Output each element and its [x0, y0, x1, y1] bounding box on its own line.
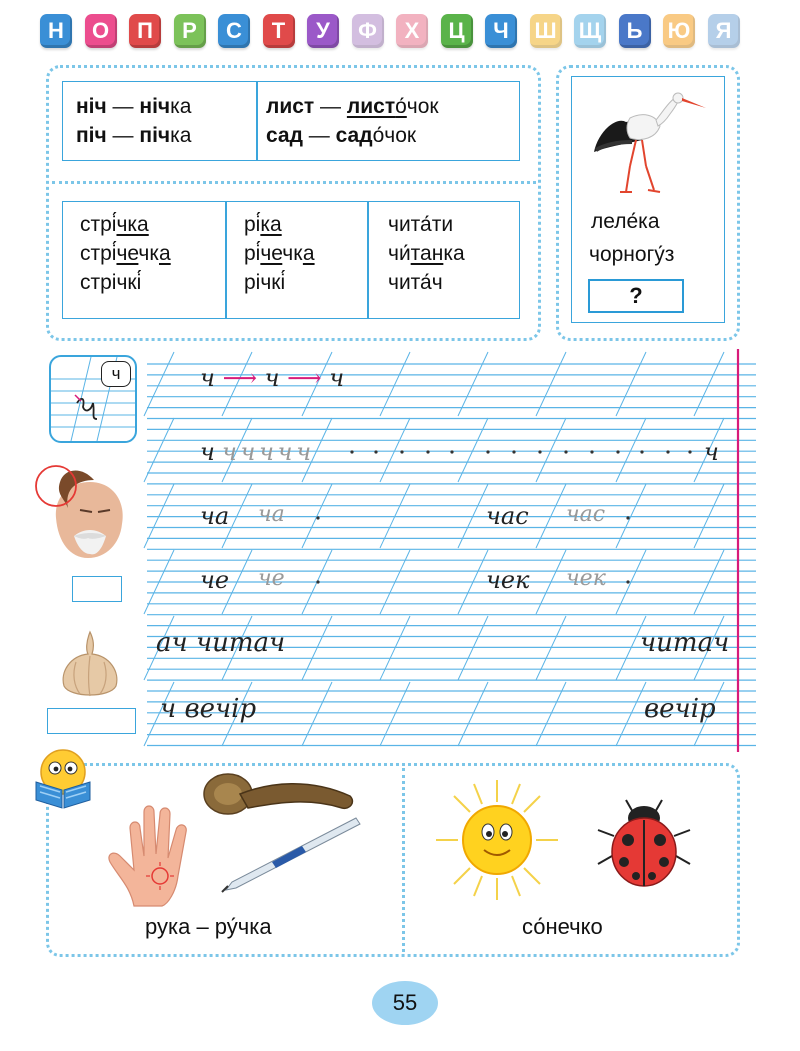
- handwriting-chytach: читач: [640, 628, 730, 658]
- pen-image: [212, 812, 362, 894]
- alphabet-letter-tile: П: [129, 14, 161, 48]
- handwriting-vechir: вечір: [644, 694, 716, 724]
- handwriting-cha: ча: [200, 502, 230, 530]
- alphabet-letter-tile: Ч: [485, 14, 517, 48]
- alphabet-letter-tile: Я: [708, 14, 740, 48]
- alphabet-letter-tile: Ь: [619, 14, 651, 48]
- letter-ch-small: ч: [101, 361, 131, 387]
- word-chytach: чита́ч: [388, 271, 443, 294]
- alphabet-letter-tile: Р: [174, 14, 206, 48]
- handwriting-cha-dotted: ча: [258, 502, 285, 527]
- word-richky: річкі́: [244, 271, 286, 294]
- handwriting-ch-vechir: ч вечір: [160, 694, 257, 724]
- sun-image: [434, 778, 560, 902]
- answer-box[interactable]: [72, 576, 122, 602]
- word-strichka: стрі́чка: [80, 213, 149, 236]
- word-strichechka: стрі́чечка: [80, 242, 171, 265]
- handwriting-chek: чек: [486, 566, 530, 594]
- letter-ch-card: [49, 355, 137, 443]
- pair-nich: ніч — нічка: [76, 95, 192, 118]
- handwriting-chek-dotted: чек: [566, 566, 606, 591]
- caption-ruka-ruchka: рука – ру́чка: [145, 914, 272, 939]
- ladybug-image: [594, 796, 694, 890]
- garlic-image: [56, 628, 124, 700]
- page-number: 55: [372, 981, 438, 1025]
- question-box[interactable]: ?: [588, 279, 684, 313]
- alphabet-letter-tile: Ш: [530, 14, 562, 48]
- reading-smiley-icon: [30, 746, 96, 810]
- alphabet-letter-tile: Н: [40, 14, 72, 48]
- word-richka: рі́ка: [244, 213, 282, 236]
- word-leleka: леле́ка: [591, 210, 660, 233]
- handwriting-ach-chytach: ач читач: [156, 628, 286, 658]
- word-chytaty: чита́ти: [388, 213, 454, 236]
- alphabet-letter-tile: У: [307, 14, 339, 48]
- pair-sad: сад — садо́чок: [266, 124, 417, 147]
- caption-sonechko: со́нечко: [522, 914, 603, 939]
- alphabet-letter-tile: С: [218, 14, 250, 48]
- alphabet-letter-tile: Ф: [352, 14, 384, 48]
- pair-lyst: лист — листо́чок: [266, 95, 439, 118]
- pair-pich: піч — пічка: [76, 124, 192, 147]
- alphabet-letter-tile: Т: [263, 14, 295, 48]
- alphabet-letter-tile: Ю: [663, 14, 695, 48]
- handwriting-row-2-dotted: ч ч ч ч ч: [222, 438, 310, 466]
- handwriting-row-2-end: ч: [704, 438, 719, 466]
- alphabet-letter-tile: Ц: [441, 14, 473, 48]
- answer-box[interactable]: [47, 708, 136, 734]
- word-chytanka: чи́танка: [388, 242, 465, 265]
- alphabet-letter-tile: Х: [396, 14, 428, 48]
- word-richechka: рі́чечка: [244, 242, 315, 265]
- handwriting-row-2-start: ч: [200, 438, 215, 466]
- handwriting-chas-dotted: час: [566, 502, 606, 527]
- handwriting-che-dotted: че: [258, 566, 285, 591]
- word-strichky: стрічкі́: [80, 271, 142, 294]
- handwriting-chas: час: [486, 502, 529, 530]
- alphabet-letter-tile: Щ: [574, 14, 606, 48]
- handwriting-che: че: [200, 566, 230, 594]
- panel-divider: [402, 768, 405, 952]
- alphabet-letter-tile: О: [85, 14, 117, 48]
- handwriting-row-1: ч ⟶ ч ⟶ ч: [200, 364, 345, 392]
- cossack-image: [34, 458, 140, 564]
- hand-image: [104, 796, 214, 908]
- word-chornoguz: чорногу́з: [589, 243, 675, 266]
